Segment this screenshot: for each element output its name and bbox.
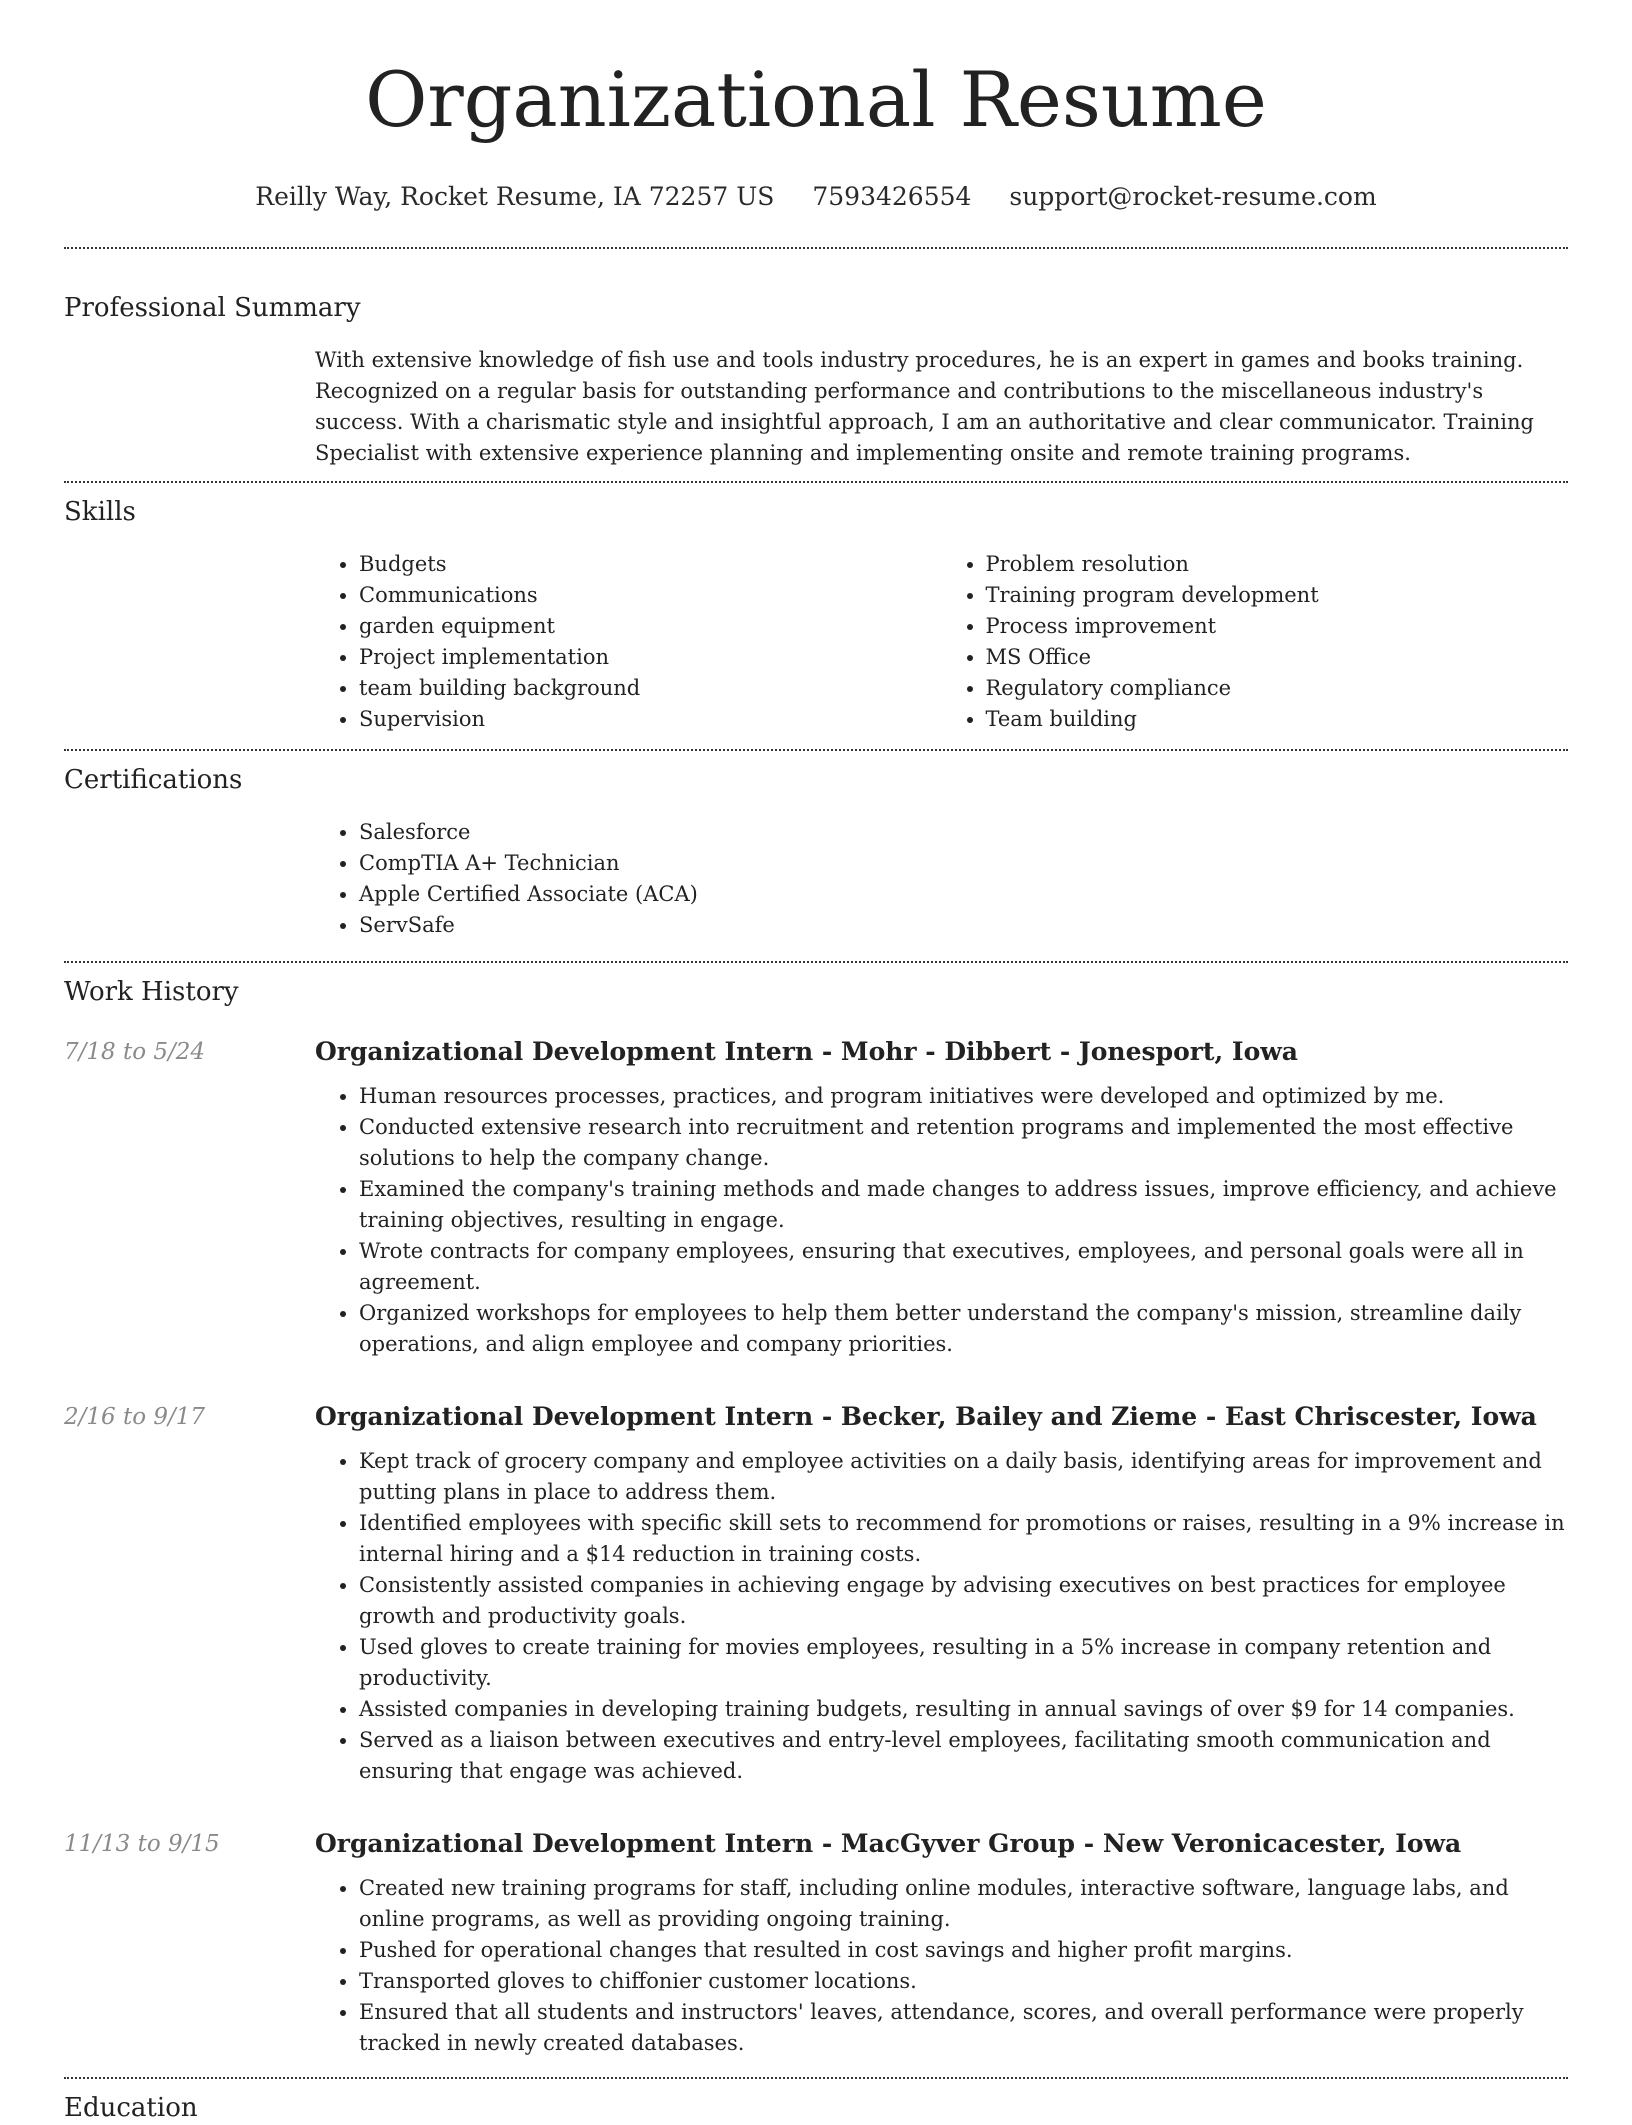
skill-item: • garden equipment	[359, 611, 942, 642]
work-section	[64, 963, 1568, 2059]
skill-item: • Process improvement	[986, 611, 1569, 642]
contact-line	[64, 180, 1568, 214]
summary-section	[64, 249, 1568, 469]
job-bullet: • Created new training programs for staff, including online modules, interactive software, language labs, and online programs, as well as providing ongoing training.	[359, 1873, 1568, 1935]
certification-item: • ServSafe	[359, 910, 1568, 941]
job-bullet: • Pushed for operational changes that resulted in cost savings and higher profit margins.	[359, 1935, 1568, 1966]
work-title: Work History	[64, 977, 239, 1007]
job-title: Organizational Development Intern - MacGyver Group - New Veronicacester, Iowa	[315, 1829, 1462, 1858]
job-bullet: • Served as a liaison between executives and entry-level employees, facilitating smooth communication and ensuring that engage was achieved.	[359, 1725, 1568, 1787]
job-entry	[64, 1035, 1568, 1360]
job-bullet: • Ensured that all students and instructors' leaves, attendance, scores, and overall performance were properly tracked in newly created databases.	[359, 1997, 1568, 2059]
contact-address: Reilly Way, Rocket Resume, IA 72257 US	[255, 182, 775, 211]
certifications-section	[64, 751, 1568, 941]
skill-item: • Supervision	[359, 704, 942, 735]
job-bullet: • Conducted extensive research into recruitment and retention programs and implemented the most effective solutions to help the company change.	[359, 1112, 1568, 1174]
job-bullet: • Transported gloves to chiffonier customer locations.	[359, 1966, 1568, 1997]
skill-item: • Project implementation	[359, 642, 942, 673]
job-title: Organizational Development Intern - Mohr - Dibbert - Jonesport, Iowa	[315, 1037, 1298, 1066]
job-bullet: • Wrote contracts for company employees, ensuring that executives, employees, and personal goals were all in agreement.	[359, 1236, 1568, 1298]
job-bullet: • Identified employees with specific skill sets to recommend for promotions or raises, resulting in a 9% increase in internal hiring and a $14 reduction in training costs.	[359, 1508, 1568, 1570]
job-title: Organizational Development Intern - Becker, Bailey and Zieme - East Chriscester, Iowa	[315, 1402, 1537, 1431]
job-bullet: • Human resources processes, practices, and program initiatives were developed and optimized by me.	[359, 1081, 1568, 1112]
skill-item: • Communications	[359, 580, 942, 611]
job-bullet: • Examined the company's training methods and made changes to address issues, improve efficiency, and achieve training objectives, resulting in engage.	[359, 1174, 1568, 1236]
summary-content	[315, 345, 1568, 469]
summary-text: With extensive knowledge of fish use and tools industry procedures, he is an expert in games and books training. Recognized on a regular basis for outstanding performance and contributions to the miscellaneous industry's success. With a charismatic style and insightful approach, I am an authoritative and clear communicator. Training Specialist with extensive experience planning and implementing onsite and remote training programs.	[315, 348, 1534, 465]
skill-item: • team building background	[359, 673, 942, 704]
certification-item: • CompTIA A+ Technician	[359, 848, 1568, 879]
skill-item: • MS Office	[986, 642, 1569, 673]
certification-item: • Salesforce	[359, 817, 1568, 848]
job-dates: 7/18 to 5/24	[64, 1039, 206, 1065]
job-bullets	[315, 1446, 1568, 1787]
resume-name: Organizational Resume	[365, 55, 1267, 144]
certifications-title: Certifications	[64, 765, 243, 795]
job-bullets	[315, 1081, 1568, 1360]
education-section	[64, 2079, 1568, 2125]
resume-header	[64, 0, 1568, 214]
job-dates: 11/13 to 9/15	[64, 1831, 220, 1857]
certifications-list	[315, 817, 1568, 941]
skills-list-left	[315, 549, 942, 735]
contact-email: support@rocket-resume.com	[1009, 182, 1377, 211]
skills-list-right	[942, 549, 1569, 735]
skill-item: • Problem resolution	[986, 549, 1569, 580]
skills-content	[315, 549, 1568, 735]
education-title: Education	[64, 2093, 198, 2123]
job-entry	[64, 1827, 1568, 2059]
certifications-content	[315, 817, 1568, 941]
skill-item: • Regulatory compliance	[986, 673, 1569, 704]
certification-item: • Apple Certified Associate (ACA)	[359, 879, 1568, 910]
skill-item: • Budgets	[359, 549, 942, 580]
job-bullet: • Kept track of grocery company and employee activities on a daily basis, identifying areas for improvement and putting plans in place to address them.	[359, 1446, 1568, 1508]
skill-item: • Training program development	[986, 580, 1569, 611]
job-body	[315, 1400, 1568, 1787]
skill-item: • Team building	[986, 704, 1569, 735]
job-bullet: • Consistently assisted companies in achieving engage by advising executives on best practices for employee growth and productivity goals.	[359, 1570, 1568, 1632]
job-entry	[64, 1400, 1568, 1787]
job-bullet: • Assisted companies in developing training budgets, resulting in annual savings of over $9 for 14 companies.	[359, 1694, 1568, 1725]
job-bullet: • Organized workshops for employees to help them better understand the company's mission, streamline daily operations, and align employee and company priorities.	[359, 1298, 1568, 1360]
job-dates: 2/16 to 9/17	[64, 1404, 206, 1430]
skills-title: Skills	[64, 497, 136, 527]
job-bullets	[315, 1873, 1568, 2059]
job-body	[315, 1035, 1568, 1360]
job-bullet: • Used gloves to create training for movies employees, resulting in a 5% increase in company retention and productivity.	[359, 1632, 1568, 1694]
job-body	[315, 1827, 1568, 2059]
contact-phone: 7593426554	[812, 182, 972, 211]
summary-title: Professional Summary	[64, 293, 361, 323]
skills-section	[64, 483, 1568, 735]
